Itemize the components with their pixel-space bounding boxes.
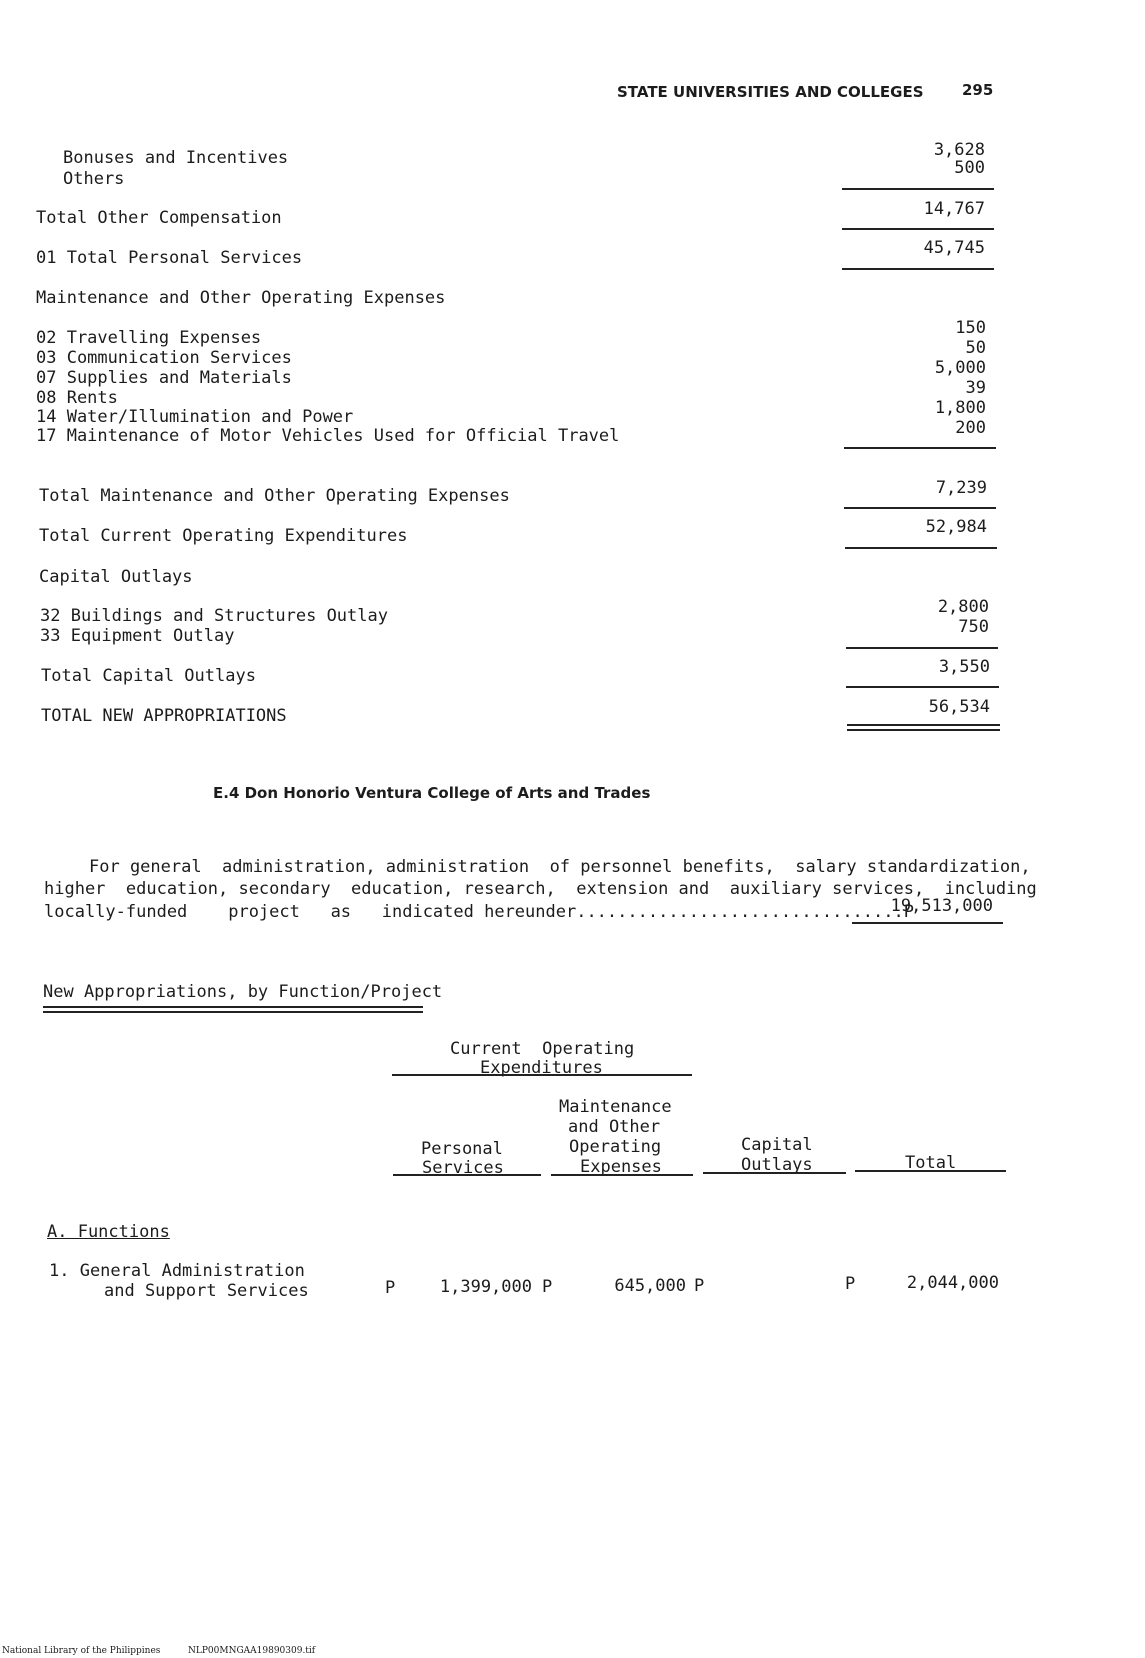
- mooe-item-label: 02 Travelling Expenses: [36, 328, 262, 348]
- mooe-item-value: 39: [965, 378, 986, 398]
- currency-mark: P: [694, 1276, 705, 1296]
- paragraph-line: For general administration, administration of personnel benefits, salary standardization,: [89, 857, 1031, 877]
- column-header-mooe: Expenses: [580, 1157, 662, 1177]
- column-header-total: Total: [905, 1153, 957, 1173]
- mooe-item-value: 5,000: [934, 358, 986, 378]
- table-heading: New Appropriations, by Function/Project: [43, 982, 443, 1002]
- rule: [551, 1174, 693, 1176]
- currency-mark: P: [845, 1274, 856, 1294]
- mooe-item-label: 07 Supplies and Materials: [36, 368, 292, 388]
- mooe-item-label: 14 Water/Illumination and Power: [36, 407, 354, 427]
- double-rule: [847, 724, 1000, 731]
- paragraph-line: higher education, secondary education, research, extension and auxiliary services, including: [44, 879, 1037, 899]
- section-title: E.4 Don Honorio Ventura College of Arts and Trades: [213, 784, 651, 802]
- running-header-title: STATE UNIVERSITIES AND COLLEGES: [617, 83, 924, 101]
- rule: [846, 686, 999, 688]
- total-capital-value: 3,550: [938, 657, 990, 677]
- functions-heading: A. Functions: [47, 1222, 170, 1242]
- footer-file: NLP00MNGAA19890309.tif: [188, 1646, 316, 1656]
- mooe-item-label: 08 Rents: [36, 388, 118, 408]
- row-label: 1. General Administration: [49, 1261, 305, 1281]
- paragraph-line: locally-funded project as indicated hereunder................................P: [44, 902, 914, 922]
- bonuses-label: Bonuses and Incentives: [63, 148, 289, 168]
- group-header-line: Current Operating: [450, 1039, 635, 1059]
- total-personal-services-label: 01 Total Personal Services: [36, 248, 303, 268]
- footer-source: National Library of the Philippines: [2, 1646, 161, 1656]
- mooe-heading: Maintenance and Other Operating Expenses: [36, 288, 446, 308]
- rule: [844, 507, 996, 509]
- total-new-appropriations-label: TOTAL NEW APPROPRIATIONS: [41, 706, 287, 726]
- mooe-item-value: 1,800: [934, 398, 986, 418]
- rule: [852, 922, 1003, 924]
- total-capital-label: Total Capital Outlays: [41, 666, 256, 686]
- mooe-cell: 645,000: [614, 1276, 686, 1296]
- column-header-personal: Personal: [421, 1139, 503, 1159]
- rule: [845, 547, 997, 549]
- total-cell: 2,044,000: [906, 1273, 999, 1293]
- column-header-mooe: Maintenance: [559, 1097, 672, 1117]
- column-header-mooe: and Other: [568, 1117, 661, 1137]
- rule: [392, 1074, 692, 1076]
- rule: [842, 228, 994, 230]
- mooe-item-label: 03 Communication Services: [36, 348, 292, 368]
- bonuses-value: 3,628: [933, 140, 985, 160]
- rule: [393, 1174, 541, 1176]
- total-other-compensation-label: Total Other Compensation: [36, 208, 282, 228]
- rule: [846, 647, 998, 649]
- double-rule: [43, 1006, 423, 1013]
- column-header-mooe: Operating: [569, 1137, 662, 1157]
- currency-mark: P: [385, 1278, 396, 1298]
- rule: [844, 447, 996, 449]
- total-current-value: 52,984: [925, 517, 987, 537]
- section-amount: 19,513,000: [890, 896, 993, 916]
- mooe-item-label: 17 Maintenance of Motor Vehicles Used for Official Travel: [36, 426, 620, 446]
- others-value: 500: [954, 158, 985, 178]
- rule: [855, 1170, 1006, 1172]
- group-header-line: Expenditures: [480, 1058, 603, 1078]
- total-mooe-value: 7,239: [935, 478, 987, 498]
- total-personal-services-value: 45,745: [923, 238, 985, 258]
- column-header-capital: Capital: [741, 1135, 813, 1155]
- page-number: 295: [962, 81, 994, 99]
- rule: [842, 268, 994, 270]
- rule: [703, 1172, 846, 1174]
- mooe-item-value: 150: [955, 318, 986, 338]
- total-other-compensation-value: 14,767: [923, 199, 985, 219]
- column-header-capital: Outlays: [741, 1155, 813, 1175]
- personal-services-cell: 1,399,000: [439, 1277, 532, 1297]
- mooe-item-value: 50: [965, 338, 986, 358]
- column-header-personal: Services: [422, 1158, 504, 1178]
- capital-outlays-heading: Capital Outlays: [39, 567, 193, 587]
- others-label: Others: [63, 169, 125, 189]
- total-current-label: Total Current Operating Expenditures: [39, 526, 408, 546]
- capital-item-label: 33 Equipment Outlay: [40, 626, 235, 646]
- capital-item-value: 2,800: [937, 597, 989, 617]
- row-label: and Support Services: [104, 1281, 309, 1301]
- total-mooe-label: Total Maintenance and Other Operating Expenses: [39, 486, 510, 506]
- currency-mark: P: [542, 1277, 553, 1297]
- total-new-appropriations-value: 56,534: [928, 697, 990, 717]
- rule: [842, 188, 994, 190]
- capital-item-value: 750: [958, 617, 989, 637]
- mooe-item-value: 200: [955, 418, 986, 438]
- capital-item-label: 32 Buildings and Structures Outlay: [40, 606, 388, 626]
